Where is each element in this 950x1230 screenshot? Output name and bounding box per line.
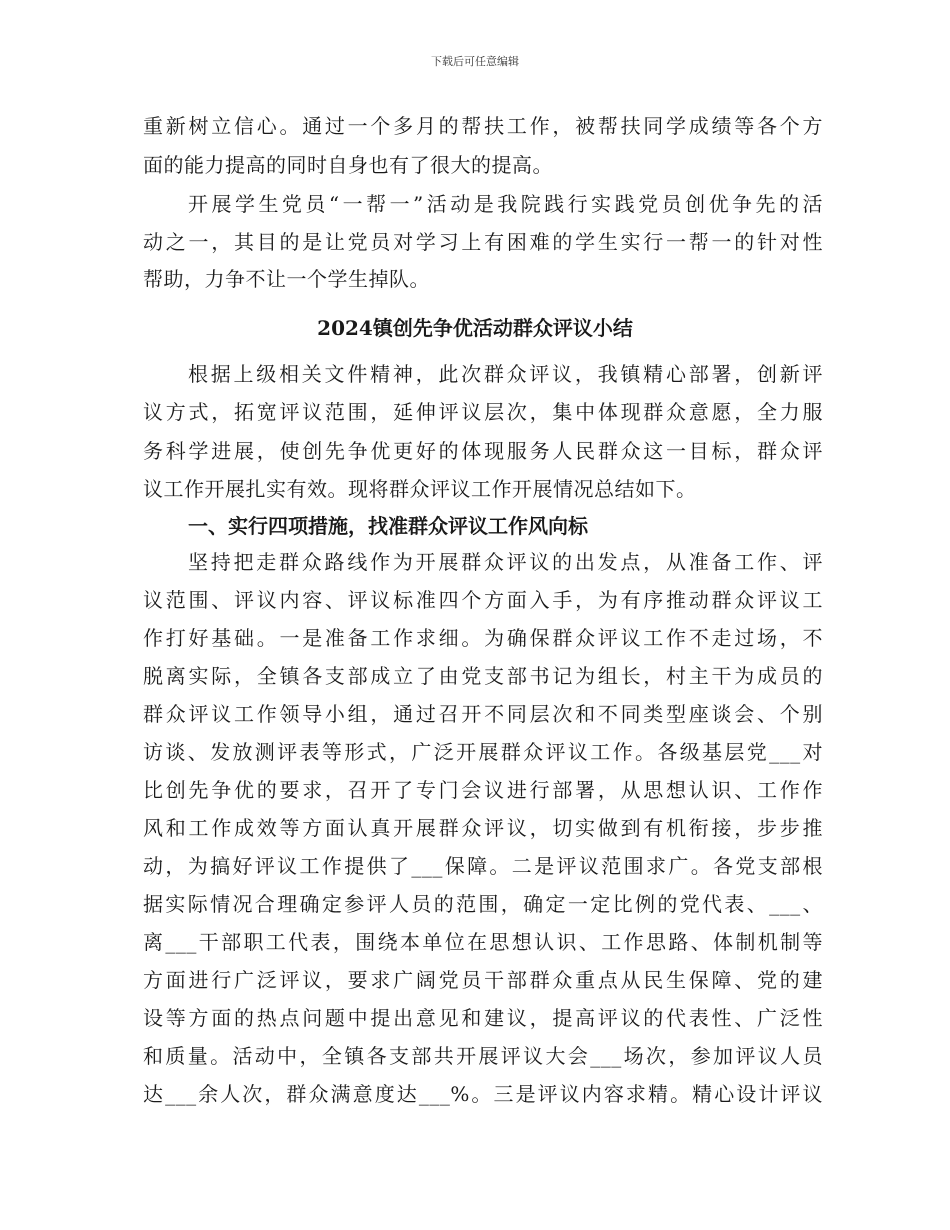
paragraph-line: 风和工作成效等方面认真开展群众评议，切实做到有机衔接，步步推: [143, 816, 823, 840]
paragraph-line: 议方式，拓宽评议范围，延伸评议层次，集中体现群众意愿，全力服: [143, 400, 823, 424]
paragraph-line: 和质量。活动中，全镇各支部共开展评议大会___场次，参加评议人员: [143, 1044, 823, 1068]
paragraph-line: 达___余人次，群众满意度达___%。三是评议内容求精。精心设计评议: [143, 1082, 823, 1106]
paragraph-line: 方面进行广泛评议，要求广阔党员干部群众重点从民生保障、党的建: [143, 968, 823, 992]
paragraph-line: 重新树立信心。通过一个多月的帮扶工作，被帮扶同学成绩等各个方: [143, 114, 823, 138]
paragraph-line: 访谈、发放测评表等形式，广泛开展群众评议工作。各级基层党___对: [143, 740, 823, 764]
subheading: 一、实行四项措施，找准群众评议工作风向标: [188, 514, 588, 538]
paragraph-line: 脱离实际，全镇各支部成立了由党支部书记为组长，村主干为成员的: [143, 664, 823, 688]
paragraph-line: 动，为搞好评议工作提供了___保障。二是评议范围求广。各党支部根: [143, 854, 823, 878]
paragraph-line: 根据上级相关文件精神，此次群众评议，我镇精心部署，创新评: [188, 362, 823, 386]
paragraph-line: 比创先争优的要求，召开了专门会议进行部署，从思想认识、工作作: [143, 778, 823, 802]
paragraph-line: 作打好基础。一是准备工作求细。为确保群众评议工作不走过场，不: [143, 626, 823, 650]
paragraph-line: 开展学生党员“一帮一”活动是我院践行实践党员创优争先的活: [188, 192, 823, 216]
paragraph-line: 务科学进展，使创先争优更好的体现服务人民群众这一目标，群众评: [143, 439, 823, 463]
paragraph-line: 帮助，力争不让一个学生掉队。: [143, 267, 430, 291]
section-title: 2024镇创先争优活动群众评议小结: [317, 316, 633, 340]
paragraph-line: 议工作开展扎实有效。现将群众评议工作开展情况总结如下。: [143, 477, 697, 501]
paragraph-line: 离___干部职工代表，围绕本单位在思想认识、工作思路、体制机制等: [143, 930, 823, 954]
paragraph-line: 群众评议工作领导小组，通过召开不同层次和不同类型座谈会、个别: [143, 702, 823, 726]
paragraph-line: 设等方面的热点问题中提出意见和建议，提高评议的代表性、广泛性: [143, 1006, 823, 1030]
paragraph-line: 动之一，其目的是让党员对学习上有困难的学生实行一帮一的针对性: [143, 230, 823, 254]
paragraph-line: 议范围、评议内容、评议标准四个方面入手，为有序推动群众评议工: [143, 588, 823, 612]
paragraph-line: 面的能力提高的同时自身也有了很大的提高。: [143, 153, 553, 177]
page-header: 下载后可任意编辑: [431, 55, 519, 68]
paragraph-line: 据实际情况合理确定参评人员的范围，确定一定比例的党代表、___、: [143, 892, 823, 916]
paragraph-line: 坚持把走群众路线作为开展群众评议的出发点，从准备工作、评: [188, 550, 823, 574]
